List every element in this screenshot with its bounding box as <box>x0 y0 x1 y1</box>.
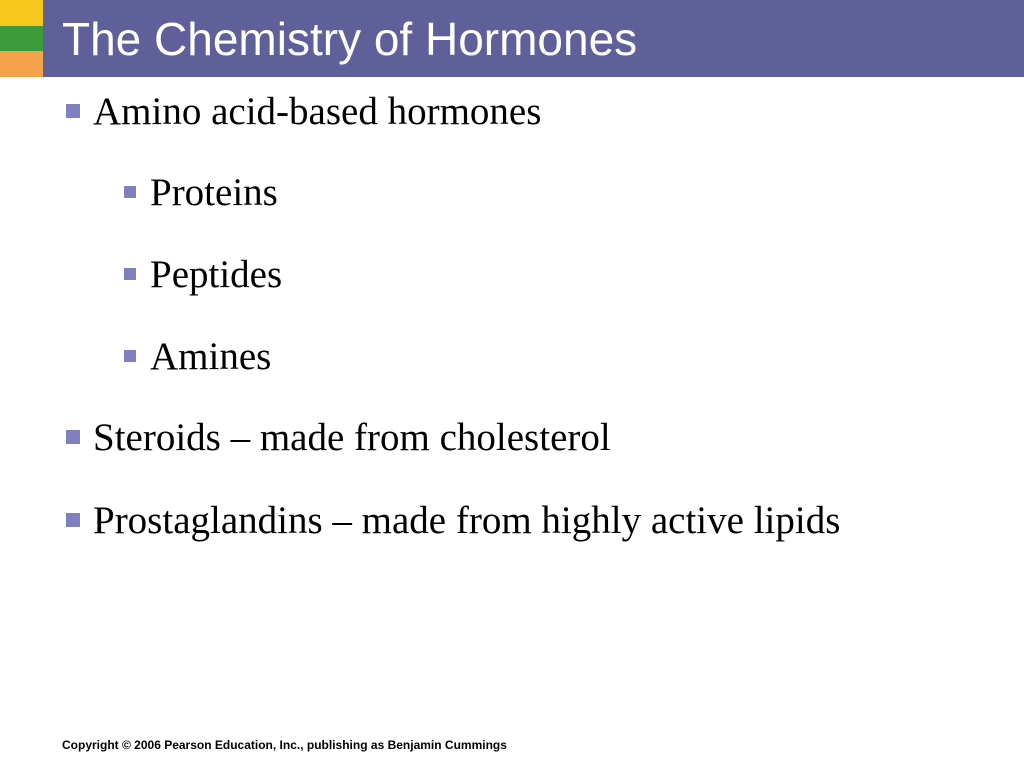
bullet-marker-icon <box>66 104 80 118</box>
sub-bullet-item: Peptides <box>150 253 283 296</box>
bullet-item: Steroids – made from cholesterol <box>93 416 611 459</box>
accent-block-green <box>0 26 43 51</box>
sub-bullet-marker-icon <box>124 268 136 280</box>
sub-bullet-item: Amines <box>150 335 272 378</box>
sub-bullet-marker-icon <box>124 350 136 362</box>
slide-title: The Chemistry of Hormones <box>62 13 638 65</box>
bullet-marker-icon <box>66 513 80 527</box>
sub-bullet-marker-icon <box>124 186 136 198</box>
bullet-item: Prostaglandins – made from highly active lipids <box>93 499 841 542</box>
copyright-footer: Copyright © 2006 Pearson Education, Inc., publishing as Benjamin Cummings <box>62 738 507 752</box>
bullet-item: Amino acid-based hormones <box>93 90 542 133</box>
accent-block-yellow <box>0 0 43 26</box>
accent-block-orange <box>0 51 43 77</box>
sub-bullet-item: Proteins <box>150 171 278 214</box>
bullet-marker-icon <box>66 430 80 444</box>
